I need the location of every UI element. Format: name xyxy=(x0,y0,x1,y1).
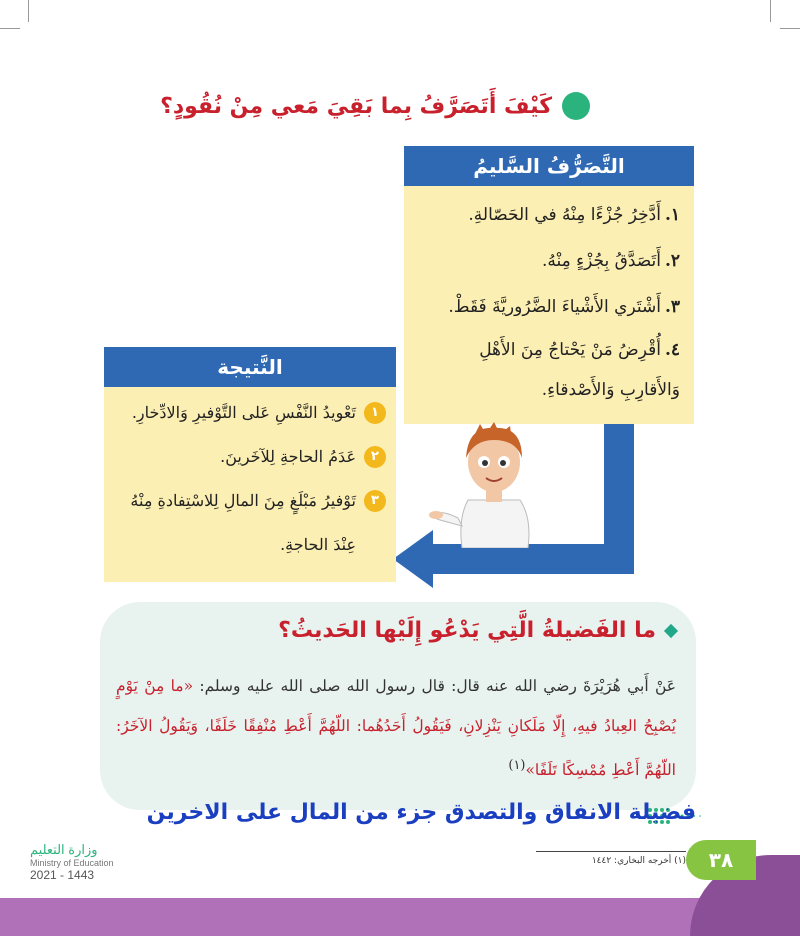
crop-mark xyxy=(780,28,800,29)
crop-mark xyxy=(770,0,771,22)
list-item: ٤.أُقْرِضُ مَنْ يَحْتاجُ مِنَ الأَهْلِ وَالأَقارِبِ وَالأَصْدقاءِ. xyxy=(479,340,680,400)
hadith-text: عَنْ أَبي هُرَيْرَةَ رضي الله عنه قال: قال رسول الله صلى الله عليه وسلم: «ما مِنْ يَوْمٍ يُصْبِحُ العِبادُ فيهِ، إِلّا مَلَكانِ يَنْزِلانِ، فَيَقُولُ أَحَدُهُما: اللّهُمَّ أَعْطِ مُنْفِقًا خَلَفًا، وَيَقُولُ الآخَرُ: اللّهُمَّ أَعْطِ مُمْسِكًا تَلَفًا»$^{(١)}$ xyxy=(116,677,676,780)
list-item: ١.أَدَّخِرُ جُزْءًا مِنْهُ في الحَصّالةِ. xyxy=(468,205,680,225)
correct-behavior-box xyxy=(404,146,694,424)
crop-mark xyxy=(28,0,29,22)
panel-title: ما الفَضيلةُ الَّتِي يَدْعُو إِلَيْها الحَديثُ؟ xyxy=(278,618,676,643)
result-list xyxy=(104,387,396,567)
page-number: ٣٨ xyxy=(686,840,756,880)
hadith-panel xyxy=(100,602,696,810)
number-badge: ٢ xyxy=(364,446,386,468)
number-badge: ٣ xyxy=(364,490,386,512)
arrow-left-icon xyxy=(393,530,433,588)
answer-text: فضيلة الانفاق والتصدق جزء من المال على الاخرين xyxy=(146,800,696,825)
footer-band xyxy=(0,898,800,936)
list-item: ٣.أَشْتَري الأَشْياءَ الضَّرُوريَّةَ فَقَطْ. xyxy=(448,297,680,317)
list-item: ١ تَعْويدُ النَّفْسِ عَلى التَّوْفيرِ وَالادِّخارِ. xyxy=(110,391,386,435)
ministry-name-ar: وزارة التعليم xyxy=(30,842,98,857)
flow-arrow-shaft xyxy=(430,544,634,574)
list-item: ٣ تَوْفيرُ مَبْلَغٍ مِنَ المالِ لِلاسْتِفادةِ مِنْهُ عِنْدَ الحاجةِ. xyxy=(110,479,386,567)
footnote-divider xyxy=(536,851,686,852)
box-title: التَّصَرُّفُ السَّليمُ xyxy=(404,146,694,186)
number-badge: ١ xyxy=(364,402,386,424)
list-item: ٢ عَدَمُ الحاجةِ لِلآخَرينَ. xyxy=(110,435,386,479)
section-heading xyxy=(160,92,590,120)
diamond-bullet-icon xyxy=(664,623,678,637)
result-box xyxy=(104,347,396,582)
box-title: النَّتيجة xyxy=(104,347,396,387)
ministry-name-en: Ministry of Education xyxy=(30,858,114,868)
crop-mark xyxy=(0,28,20,29)
boy-illustration xyxy=(428,418,548,548)
heading-text: كَيْفَ أَتَصَرَّفُ بِما بَقِيَ مَعي مِنْ نُقُودٍ؟ xyxy=(160,93,552,119)
ministry-logo xyxy=(30,842,150,882)
edition-year: 2021 - 1443 xyxy=(30,868,95,882)
footnote: (١) أخرجه البخاري: ١٤٤٢ xyxy=(591,856,686,866)
behavior-list xyxy=(404,186,694,410)
green-circle-icon xyxy=(562,92,590,120)
list-item: ٢.أَتَصَدَّقُ بِجُزْءٍ مِنْهُ. xyxy=(541,251,680,271)
